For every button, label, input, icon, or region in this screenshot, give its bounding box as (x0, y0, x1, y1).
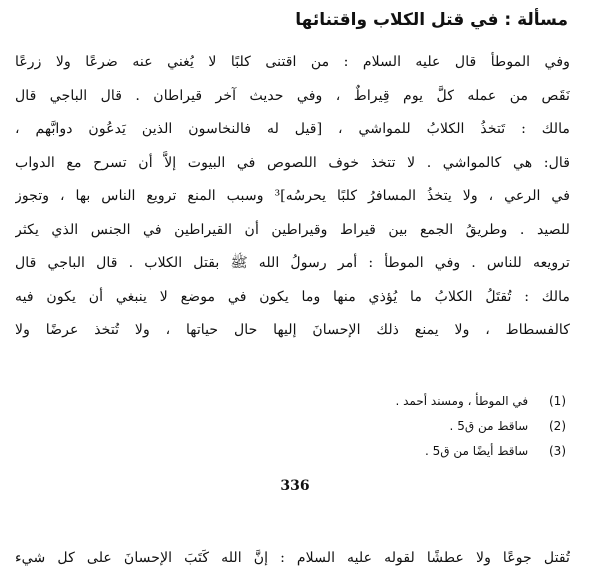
footnote-text: في الموطأ ، ومسند أحمد . (395, 394, 529, 408)
footnote (146, 389, 566, 414)
footnote-text: ساقط أيضًا من ق5 . (425, 444, 529, 458)
text-line: مالك : تَتخذُ الكلابُ للمواشي ، [قيل له فالنخاسون الذين يَدعُون دوابَّهم ، (15, 121, 570, 137)
section-heading: مسألة : في قتل الكلاب واقتنائها (295, 10, 568, 30)
text-line: في الرعي ، ولا يتخذُ المسافرُ كلبًا يحرسُه]³ وسبب المنع ترويع الناس بها ، وتجوز (15, 188, 570, 204)
footnotes (146, 389, 566, 464)
footnote (146, 414, 566, 439)
text-line: مالك : تُقتَلُ الكلابُ ما يُؤذي منها وما يكون في موضع لا ينبغي أن يكون فيه (15, 288, 570, 305)
footnote-number: (2) (548, 419, 566, 433)
text-line: نَقَص من عمله كلَّ يوم قِيراطٌ ، وفي حديث آخر قيراطان . قال الباجي قال (15, 87, 570, 104)
text-line: قال: هي كالمواشي . لا تتخذ خوف اللصوص في البيوت إلاَّ أن تسرح مع الدواب (15, 154, 570, 171)
footnote-text: ساقط من ق5 . (449, 419, 529, 433)
footnote-number: (3) (548, 444, 566, 458)
text-line: ترويعه للناس . وفي الموطأ : أمر رسولُ الله ﷺ بقتل الكلاب . قال الباجي قال (15, 255, 570, 271)
next-page-text-line: تُقتل جوعًا ولا عطشًا لقوله عليه السلام : إنَّ الله كَتَبَ الإحسانَ على كل شيء (15, 550, 570, 566)
text-line: كالفسطاط ، ولا يمنع ذلك الإحسانَ إليها حال حياتها ، ولا تُتخذ عرضًا ولا (15, 322, 570, 338)
page-number: 336 (280, 478, 310, 494)
footnote (146, 439, 566, 464)
text-line: للصيد . وطريقُ الجمع بين قيراط وقيراطين أن القيراطين في الجنس الذي يكثر (15, 221, 570, 238)
footnote-number: (1) (548, 394, 566, 408)
text-line: وفي الموطأ قال عليه السلام : من اقتنى كلبًا لا يُغني عنه ضرعًا ولا زرعًا (15, 54, 570, 70)
body-text (15, 46, 570, 348)
